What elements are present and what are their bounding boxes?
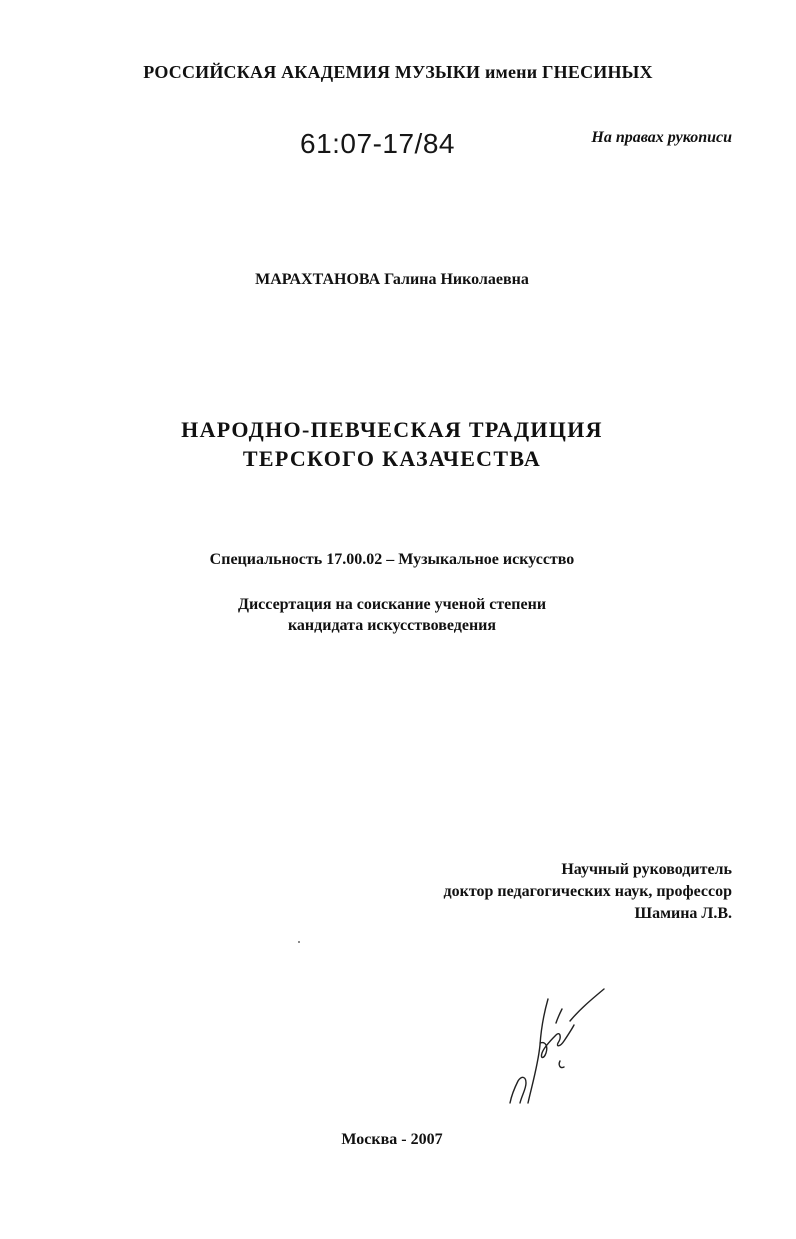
degree-line-2: кандидата искусствоведения (287, 617, 497, 634)
title-line-1: НАРОДНО-ПЕВЧЕСКАЯ ТРАДИЦИЯ (181, 417, 603, 442)
author-name (0, 271, 784, 289)
shelfmark: 61:07-17/84 (300, 128, 455, 159)
supervisor-credentials: доктор педагогических наук, профессор (443, 883, 732, 900)
degree-line-1: Диссертация на соискание ученой степени (237, 596, 547, 613)
institution-upper: РОССИЙСКАЯ АКАДЕМИЯ МУЗЫКИ (143, 62, 481, 82)
supervisor-block (444, 859, 732, 925)
title-line-2: ТЕРСКОГО КАЗАЧЕСТВА (242, 446, 542, 471)
signature-stroke-1 (510, 1077, 526, 1103)
handwritten-signature (500, 985, 610, 1105)
institution-name-word: ГНЕСИНЫХ (542, 62, 653, 82)
dissertation-title (0, 415, 784, 473)
supervisor-name: Шамина Л.В. (634, 905, 732, 922)
specialty: Специальность 17.00.02 – Музыкальное искусство (209, 551, 575, 568)
place-year: Москва - 2007 (341, 1131, 443, 1148)
signature-stroke-2 (528, 999, 548, 1103)
supervisor-role: Научный руководитель (561, 861, 732, 878)
author-given-names: Галина Николаевна (384, 271, 529, 288)
scan-speck (298, 941, 300, 943)
signature-stroke-6 (556, 1009, 562, 1023)
rights-note: На правах рукописи (591, 129, 732, 146)
signature-stroke-5 (570, 989, 604, 1021)
author-surname: МАРАХТАНОВА (255, 271, 381, 288)
degree-statement (0, 594, 784, 636)
institution-name (0, 62, 796, 83)
signature-stroke-3 (540, 1025, 574, 1058)
signature-stroke-4 (559, 1061, 564, 1068)
institution-lower: имени (484, 62, 538, 82)
